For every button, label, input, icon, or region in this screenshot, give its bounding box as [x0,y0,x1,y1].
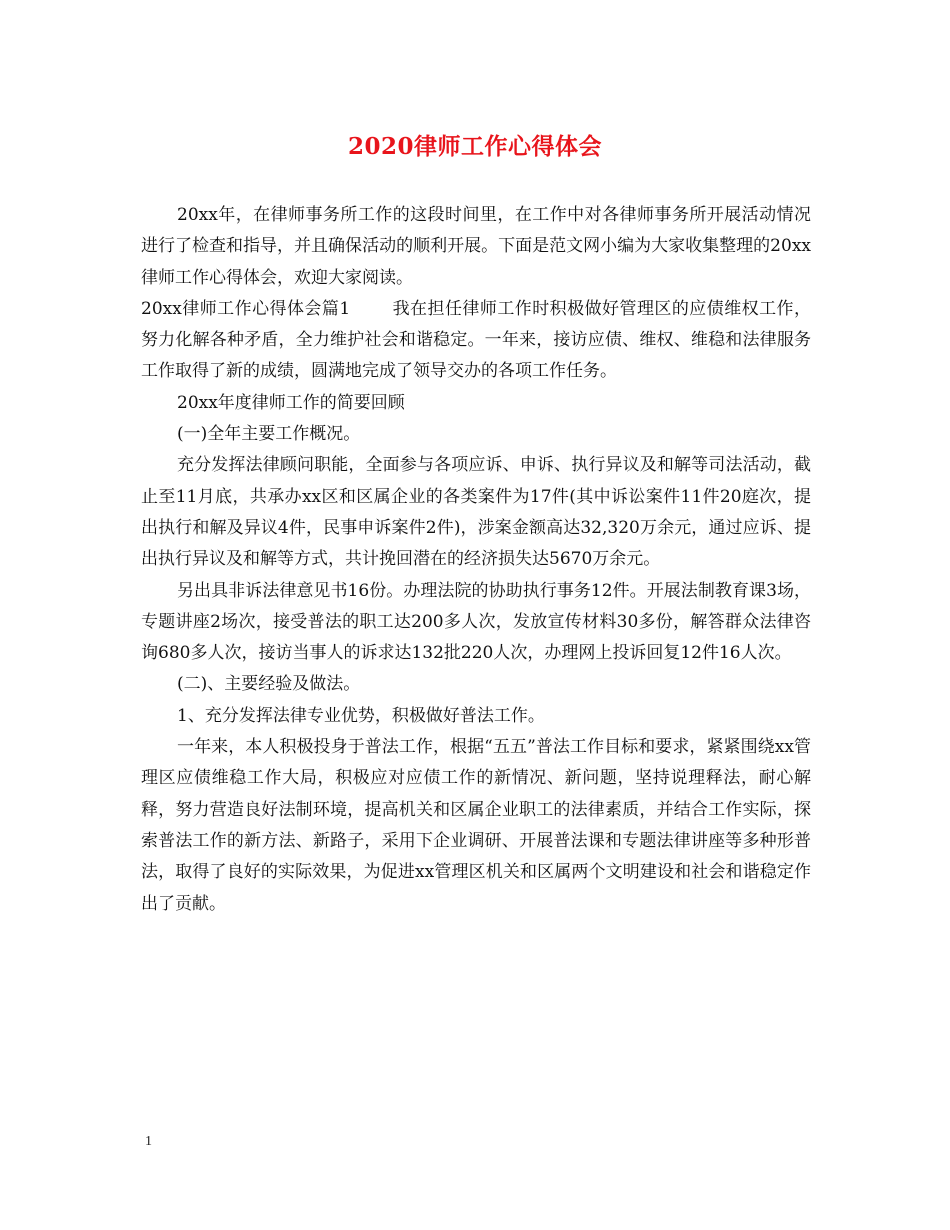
section-one-heading: (一)全年主要工作概况。 [177,424,361,445]
article-heading-paragraph [141,294,811,388]
page-title: 2020律师工作心得体会 [347,133,602,160]
article-lead: 我在担任律师工作时积极做好管理区的应债维权工作，努力化解各种矛盾，全力维护社会和谐稳定。一年来，接访应债、维权、维稳和法律服务工作取得了新的成绩，圆满地完成了领导交办的各项工作任务。 [141,298,812,382]
intro-paragraph: 20xx年，在律师事务所工作的这段时间里，在工作中对各律师事务所开展活动情况进行了检查和指导，并且确保活动的顺利开展。下面是范文网小编为大家收集整理的20xx律师工作心得体会，欢迎大家阅读。 [141,205,811,288]
page-number: 1 [145,1134,152,1149]
section-two-heading: (二)、主要经验及做法。 [177,674,361,695]
article-heading: 20xx律师工作心得体会篇1 [141,298,351,319]
document-body [141,200,811,920]
opinions-paragraph: 另出具非诉法律意见书16份。办理法院的协助执行事务12件。开展法制教育课3场，专题讲座2场次，接受普法的职工达200多人次，发放宣传材料30多份，解答群众法律咨询680多人次，接访当事人的诉求达132批220人次，办理网上投诉回复12件16人次。 [141,580,811,664]
point-one-heading: 1、充分发挥法律专业优势，积极做好普法工作。 [177,705,545,726]
point-one-paragraph: 一年来，本人积极投身于普法工作，根据“五五”普法工作目标和要求，紧紧围绕xx管理区应债维稳工作大局，积极应对应债工作的新情况、新问题，坚持说理释法，耐心解释，努力营造良好法制环境，提高机关和区属企业职工的法律素质，并结合工作实际，探索普法工作的新方法、新路子，采用下企业调研、开展普法课和专题法律讲座等多种形普法，取得了良好的实际效果，为促进xx管理区机关和区属两个文明建设和社会和谐稳定作出了贡献。 [141,737,811,914]
review-heading: 20xx年度律师工作的简要回顾 [177,392,405,413]
cases-paragraph: 充分发挥法律顾问职能，全面参与各项应诉、申诉、执行异议及和解等司法活动，截止至11月底，共承办xx区和区属企业的各类案件为17件(其中诉讼案件11件20庭次，提出执行和解及异议4件，民事申诉案件2件)，涉案金额高达32,320万余元，通过应诉、提出执行异议及和解等方式，共计挽回潜在的经济损失达5670万余元。 [141,455,811,570]
